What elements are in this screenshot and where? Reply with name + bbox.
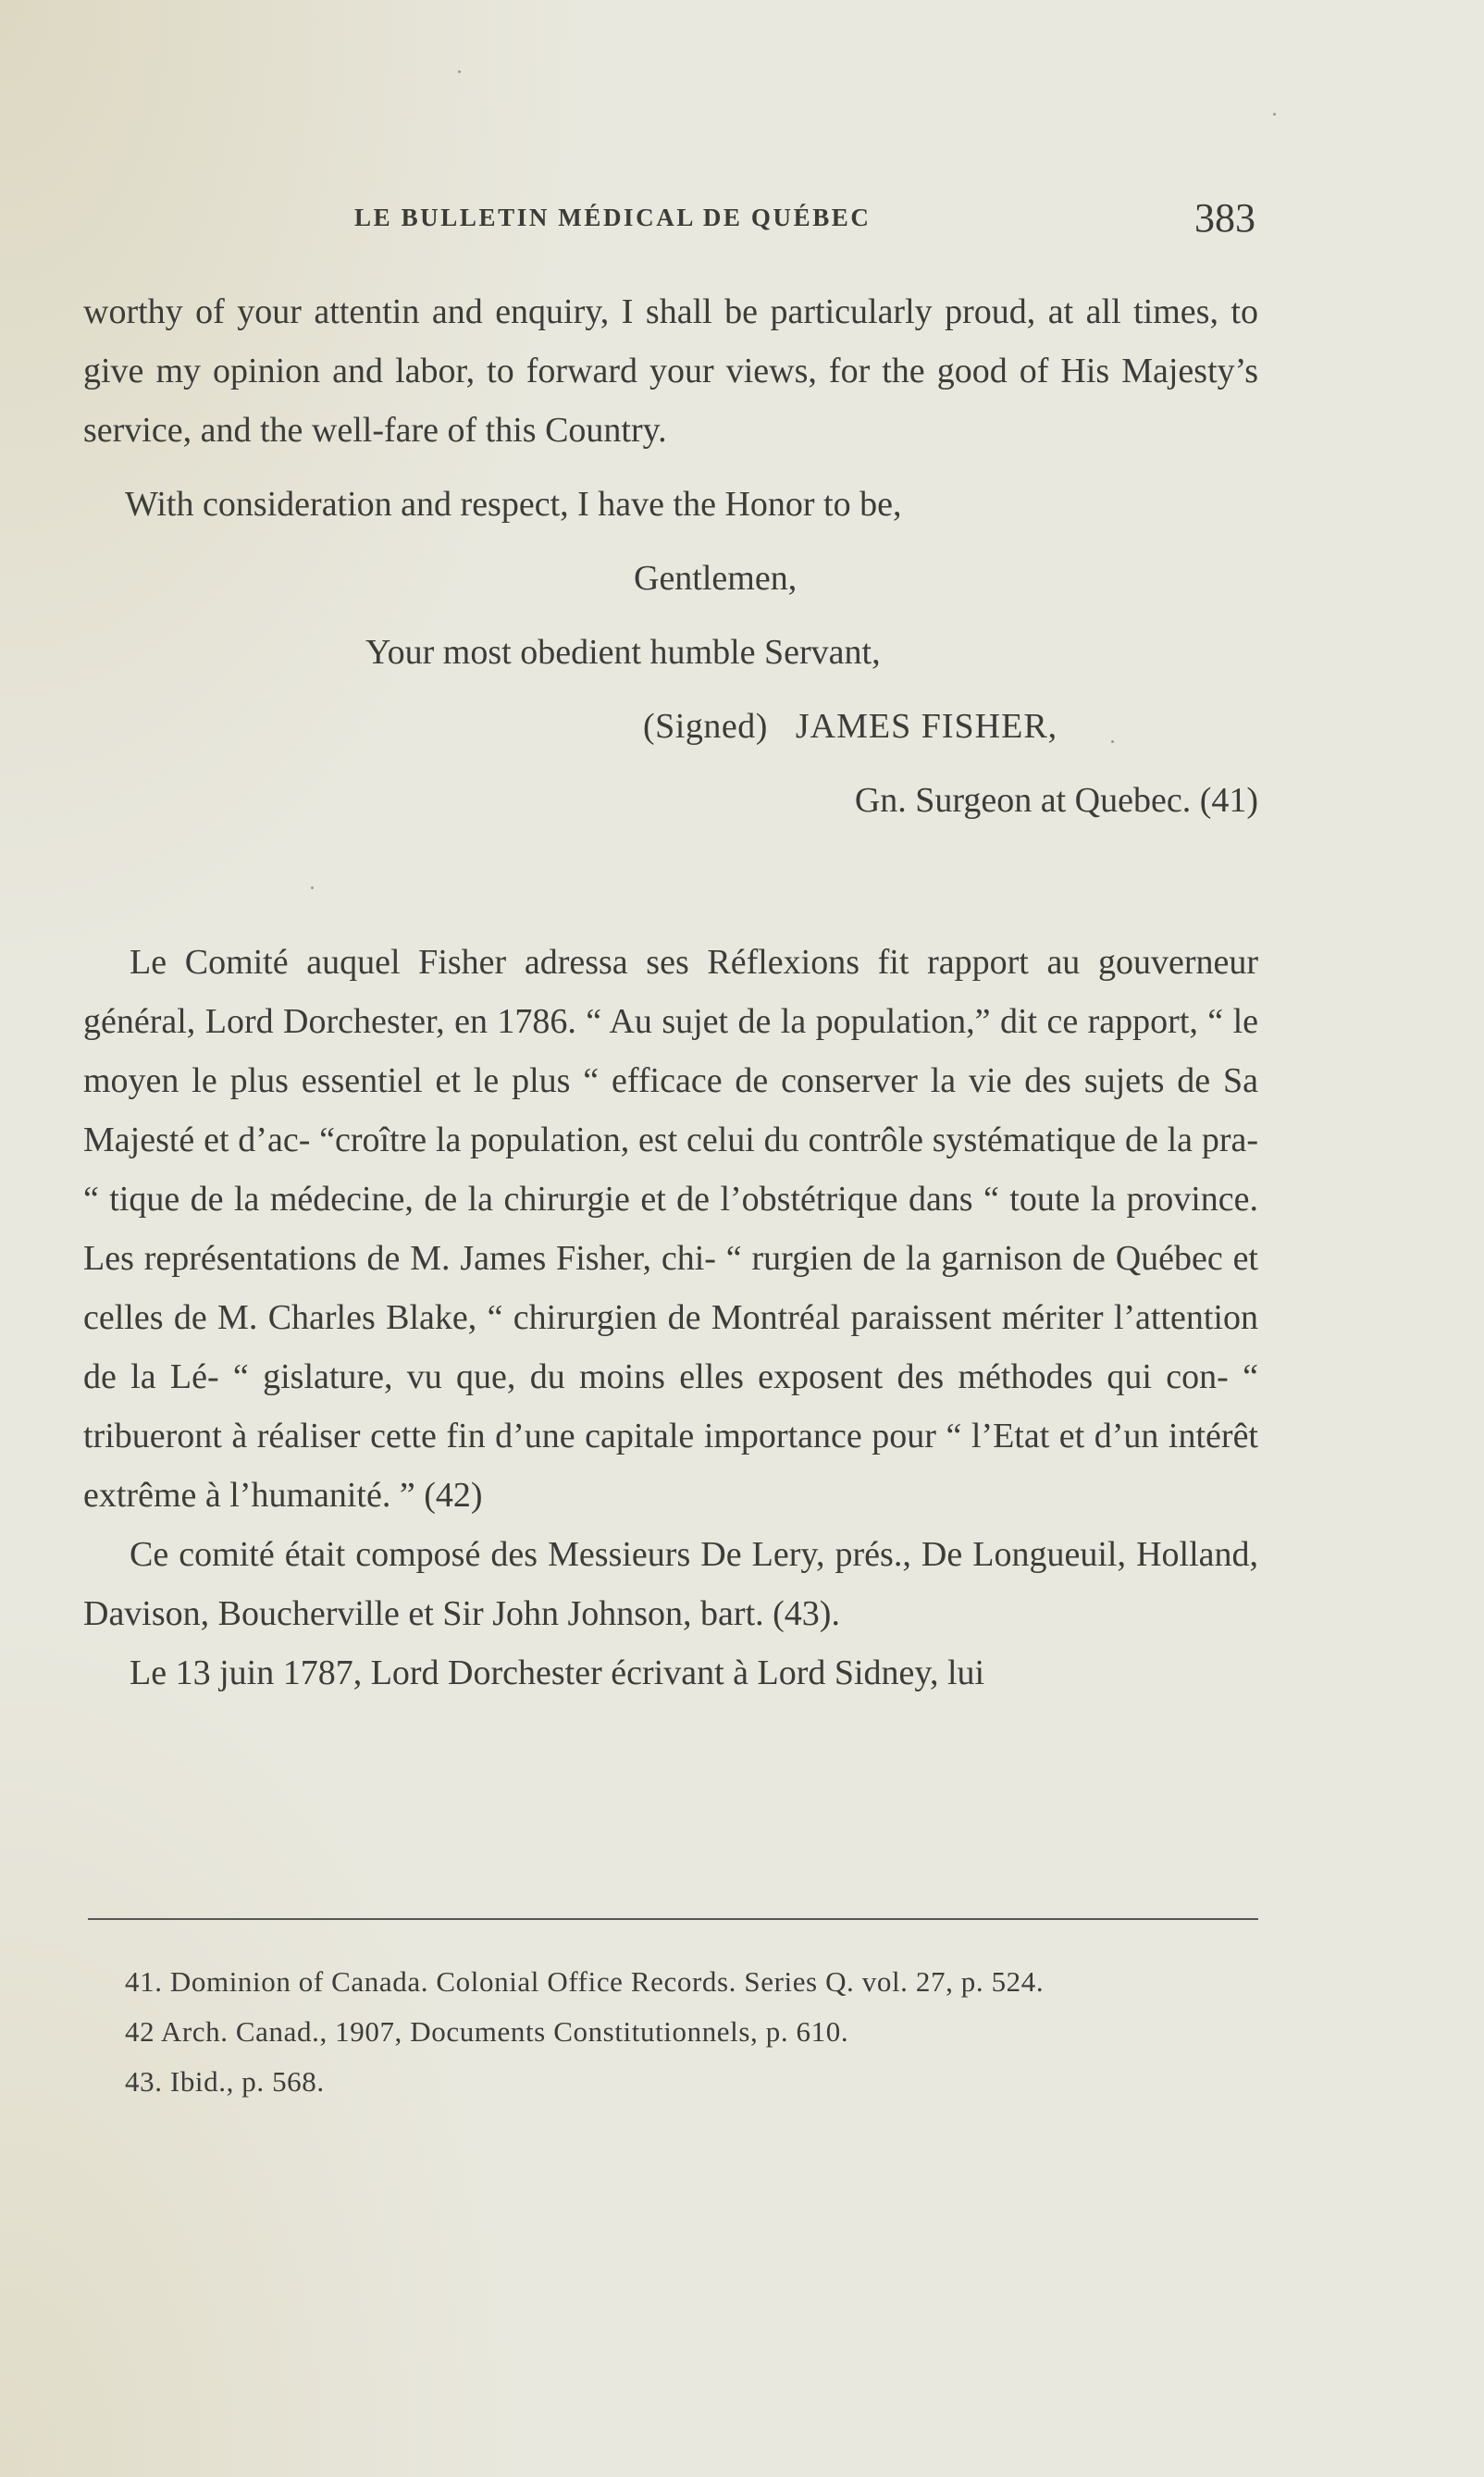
letter-block bbox=[83, 282, 1258, 830]
signed-prefix: (Signed) bbox=[643, 707, 768, 746]
article-paragraph: Le Comité auquel Fisher adressa ses Réflexions fit rapport au gouverneur général, Lord Dorchester, en 1786. “ Au sujet de la population,” dit ce rapport, “ le moyen le plus essentiel et le plus “ efficace de conserver la vie des sujets de Sa Majesté et d’ac- “croître la population, est celui du contrôle systématique de la pra- “ tique de la médecine, de la chirurgie et de l’obstétrique dans “ toute la province. Les représentations de M. James Fisher, chi- “ rurgien de la garnison de Québec et celles de M. Charles Blake, “ chirurgien de Montréal paraissent mériter l’attention de la Lé- “ gislature, vu que, du moins elles exposent des méthodes qui con- “ tribueront à réaliser cette fin d’une capitale importance pour “ l’Etat et d’un intérêt extrême à l’humanité. ” (42) bbox=[83, 943, 1258, 1515]
paper-speck bbox=[311, 886, 314, 889]
footnote-item: 41. Dominion of Canada. Colonial Office Records. Series Q. vol. 27, p. 524. bbox=[125, 1965, 1045, 1998]
signer-name: JAMES FISHER, bbox=[795, 707, 1058, 746]
paper-speck bbox=[1273, 113, 1276, 116]
article-paragraph: Le 13 juin 1787, Lord Dorchester écrivant à Lord Sidney, lui bbox=[130, 1653, 985, 1692]
running-title: LE BULLETIN MÉDICAL DE QUÉBEC bbox=[354, 204, 872, 231]
letter-signature bbox=[83, 697, 1258, 756]
footnote-item: 42 Arch. Canad., 1907, Documents Constitutionnels, p. 610. bbox=[125, 2015, 849, 2048]
footnote-item: 43. Ibid., p. 568. bbox=[125, 2065, 325, 2098]
article-paragraph: Ce comité était composé des Messieurs De Lery, prés., De Longueuil, Holland, Davison, Boucherville et Sir John Johnson, bart. (43). bbox=[83, 1535, 1258, 1633]
letter-complimentary-close: Your most obedient humble Servant, bbox=[365, 633, 881, 672]
page-number: 383 bbox=[1194, 195, 1255, 241]
signer-title: Gn. Surgeon at Quebec. (41) bbox=[854, 781, 1258, 820]
running-head bbox=[88, 194, 1255, 250]
footnotes bbox=[125, 1957, 1254, 2107]
letter-closing: With consideration and respect, I have the Honor to be, bbox=[125, 485, 902, 524]
letter-salutation: Gentlemen, bbox=[634, 559, 798, 598]
letter-body: worthy of your attentin and enquiry, I shall be particularly proud, at all times, to give my opinion and labor, to forward your views, for the good of His Majesty’s service, and the well-fare of this Country. bbox=[83, 292, 1258, 450]
article-block bbox=[83, 933, 1258, 1703]
paper-speck bbox=[1111, 740, 1114, 743]
footnote-rule bbox=[88, 1918, 1258, 1920]
paper-speck bbox=[458, 70, 461, 73]
